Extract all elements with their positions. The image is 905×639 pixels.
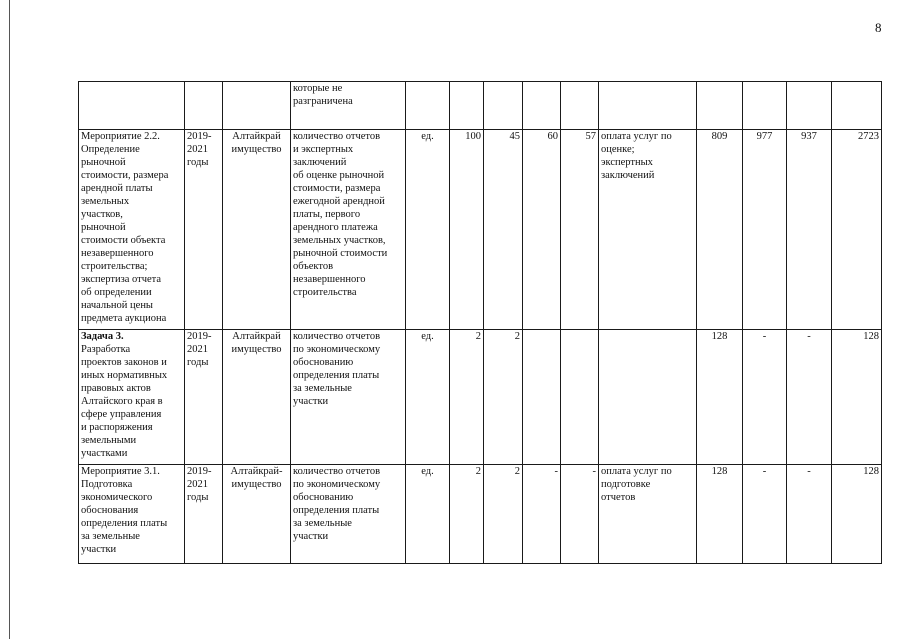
years-cell bbox=[185, 330, 223, 465]
cell-line: Алтайского края в bbox=[81, 396, 163, 407]
cell-line: за земельные bbox=[81, 531, 140, 542]
cell-line: Разработка bbox=[81, 344, 131, 355]
cell-line: 2021 bbox=[187, 144, 208, 155]
cell-line: земельных участков, bbox=[293, 235, 386, 246]
cell-line: заключений bbox=[293, 157, 347, 168]
cell-line: 2021 bbox=[187, 344, 208, 355]
cell-line: строительства bbox=[293, 287, 357, 298]
cell-line: оплата услуг по bbox=[601, 131, 672, 142]
cell-line: оценке; bbox=[601, 144, 635, 155]
value-cell-2 bbox=[484, 82, 523, 130]
years-cell bbox=[185, 465, 223, 564]
cell-line: 2019- bbox=[187, 466, 212, 477]
value-cell-1 bbox=[450, 82, 484, 130]
cell-line: экономического bbox=[81, 492, 153, 503]
cell-line: иных нормативных bbox=[81, 370, 168, 381]
table-row bbox=[79, 82, 882, 130]
cell-line: обоснованию bbox=[293, 357, 354, 368]
cell-line: определения платы bbox=[293, 505, 380, 516]
funding-cell-2 bbox=[743, 82, 787, 130]
expense-type-cell bbox=[599, 465, 697, 564]
table-row bbox=[79, 330, 882, 465]
value-cell-3: - bbox=[523, 465, 561, 564]
cell-line: Мероприятие 2.2. bbox=[81, 131, 160, 142]
cell-line: участки bbox=[293, 396, 329, 407]
funding-cell-3: 937 bbox=[787, 130, 832, 330]
cell-line: арендной платы bbox=[81, 183, 153, 194]
executor-cell bbox=[223, 465, 291, 564]
cell-line: проектов законов и bbox=[81, 357, 167, 368]
cell-line: которые не bbox=[293, 83, 343, 94]
funding-cell-3: - bbox=[787, 465, 832, 564]
activity-name-cell bbox=[79, 82, 185, 130]
cell-line: по экономическому bbox=[293, 479, 381, 490]
cell-line: 2021 bbox=[187, 479, 208, 490]
cell-line: имущество bbox=[231, 144, 282, 155]
cell-line: Алтайкрай bbox=[232, 131, 281, 142]
years-cell bbox=[185, 82, 223, 130]
cell-line: незавершенного bbox=[81, 248, 154, 259]
cell-line: и распоряжения bbox=[81, 422, 153, 433]
activity-name-cell bbox=[79, 330, 185, 465]
cell-line: годы bbox=[187, 492, 209, 503]
table-row bbox=[79, 130, 882, 330]
value-cell-2: 2 bbox=[484, 330, 523, 465]
cell-line: участки bbox=[293, 531, 329, 542]
cell-line: платы, первого bbox=[293, 209, 361, 220]
cell-line: стоимости, размера bbox=[293, 183, 381, 194]
expense-type-cell bbox=[599, 330, 697, 465]
expense-type-cell bbox=[599, 130, 697, 330]
funding-cell-1 bbox=[697, 82, 743, 130]
cell-line: участков, bbox=[81, 209, 123, 220]
cell-line: сфере управления bbox=[81, 409, 162, 420]
executor-cell bbox=[223, 130, 291, 330]
funding-cell-2: 977 bbox=[743, 130, 787, 330]
cell-line: предмета аукциона bbox=[81, 313, 167, 324]
funding-total-cell: 128 bbox=[832, 465, 882, 564]
cell-line: объектов bbox=[293, 261, 334, 272]
cell-line: за земельные bbox=[293, 518, 352, 529]
cell-line: арендного платежа bbox=[293, 222, 378, 233]
cell-line: Подготовка bbox=[81, 479, 133, 490]
cell-line: заключений bbox=[601, 170, 655, 181]
executor-cell bbox=[223, 82, 291, 130]
funding-cell-1: 809 bbox=[697, 130, 743, 330]
value-cell-3: 60 bbox=[523, 130, 561, 330]
cell-line: оплата услуг по bbox=[601, 466, 672, 477]
funding-total-cell: 128 bbox=[832, 330, 882, 465]
cell-line: отчетов bbox=[601, 492, 636, 503]
cell-line: количество отчетов bbox=[293, 131, 381, 142]
value-cell-1: 2 bbox=[450, 465, 484, 564]
value-cell-4: 57 bbox=[561, 130, 599, 330]
cell-line: определения платы bbox=[293, 370, 380, 381]
value-cell-2: 45 bbox=[484, 130, 523, 330]
cell-line: количество отчетов bbox=[293, 331, 381, 342]
unit-cell: ед. bbox=[406, 330, 450, 465]
indicator-cell bbox=[291, 130, 406, 330]
years-cell bbox=[185, 130, 223, 330]
cell-line: за земельные bbox=[293, 383, 352, 394]
activity-name-cell bbox=[79, 465, 185, 564]
indicator-cell bbox=[291, 330, 406, 465]
funding-cell-3 bbox=[787, 82, 832, 130]
unit-cell: ед. bbox=[406, 465, 450, 564]
expense-type-cell bbox=[599, 82, 697, 130]
cell-line: разграничена bbox=[293, 96, 353, 107]
cell-line: и экспертных bbox=[293, 144, 354, 155]
cell-line: об оценке рыночной bbox=[293, 170, 385, 181]
cell-line: количество отчетов bbox=[293, 466, 381, 477]
table-row bbox=[79, 465, 882, 564]
value-cell-4: - bbox=[561, 465, 599, 564]
unit-cell bbox=[406, 82, 450, 130]
cell-line: рыночной стоимости bbox=[293, 248, 388, 259]
value-cell-3 bbox=[523, 330, 561, 465]
page-number: 8 bbox=[875, 20, 882, 35]
cell-line: правовых актов bbox=[81, 383, 151, 394]
cell-line: Мероприятие 3.1. bbox=[81, 466, 160, 477]
cell-line: 2019- bbox=[187, 131, 212, 142]
cell-line: имущество bbox=[231, 344, 282, 355]
cell-line: рыночной bbox=[81, 222, 126, 233]
cell-line: незавершенного bbox=[293, 274, 366, 285]
task-title: Задача 3. bbox=[81, 331, 124, 342]
page-left-edge bbox=[9, 0, 10, 639]
cell-line: 2019- bbox=[187, 331, 212, 342]
cell-line: годы bbox=[187, 357, 209, 368]
funding-cell-1: 128 bbox=[697, 465, 743, 564]
value-cell-3 bbox=[523, 82, 561, 130]
cell-line: строительства; bbox=[81, 261, 148, 272]
funding-cell-2: - bbox=[743, 330, 787, 465]
cell-line: стоимости объекта bbox=[81, 235, 166, 246]
cell-line: по экономическому bbox=[293, 344, 381, 355]
indicator-cell bbox=[291, 465, 406, 564]
activity-name-cell bbox=[79, 130, 185, 330]
cell-line: Определение bbox=[81, 144, 140, 155]
value-cell-2: 2 bbox=[484, 465, 523, 564]
cell-line: участками bbox=[81, 448, 128, 459]
funding-cell-2: - bbox=[743, 465, 787, 564]
funding-cell-3: - bbox=[787, 330, 832, 465]
unit-cell: ед. bbox=[406, 130, 450, 330]
funding-total-cell bbox=[832, 82, 882, 130]
executor-cell bbox=[223, 330, 291, 465]
cell-line: рыночной bbox=[81, 157, 126, 168]
value-cell-4 bbox=[561, 82, 599, 130]
cell-line: Алтайкрай- bbox=[230, 466, 283, 477]
funding-cell-1: 128 bbox=[697, 330, 743, 465]
cell-line: стоимости, размера bbox=[81, 170, 169, 181]
cell-line: имущество bbox=[231, 479, 282, 490]
value-cell-1: 2 bbox=[450, 330, 484, 465]
cell-line: Алтайкрай bbox=[232, 331, 281, 342]
indicator-cell bbox=[291, 82, 406, 130]
cell-line: земельными bbox=[81, 435, 137, 446]
value-cell-4 bbox=[561, 330, 599, 465]
cell-line: экспертиза отчета bbox=[81, 274, 162, 285]
funding-total-cell: 2723 bbox=[832, 130, 882, 330]
cell-line: участки bbox=[81, 544, 117, 555]
cell-line: об определении bbox=[81, 287, 152, 298]
value-cell-1: 100 bbox=[450, 130, 484, 330]
cell-line: земельных bbox=[81, 196, 130, 207]
cell-line: годы bbox=[187, 157, 209, 168]
cell-line: обоснования bbox=[81, 505, 139, 516]
cell-line: обоснованию bbox=[293, 492, 354, 503]
cell-line: ежегодной арендной bbox=[293, 196, 385, 207]
cell-line: подготовке bbox=[601, 479, 651, 490]
program-table bbox=[78, 81, 882, 564]
cell-line: экспертных bbox=[601, 157, 653, 168]
cell-line: начальной цены bbox=[81, 300, 153, 311]
cell-line: определения платы bbox=[81, 518, 168, 529]
